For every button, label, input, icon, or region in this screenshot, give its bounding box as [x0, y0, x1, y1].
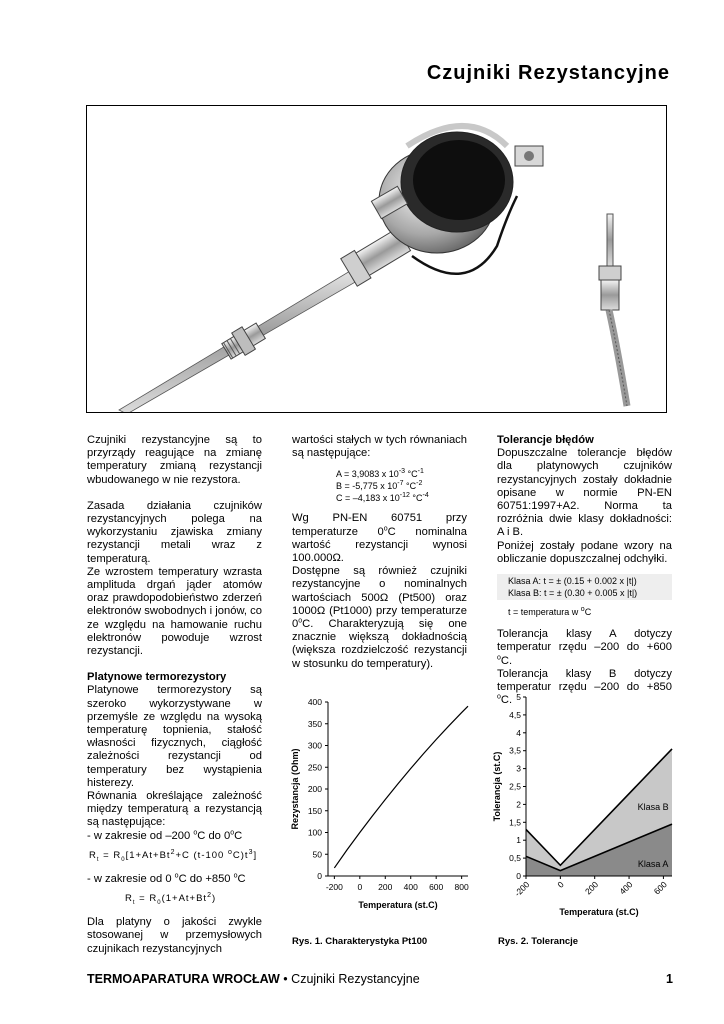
formula-1: $R_t = R_0[1+At+Bt^2+C$ (t-100 $^oC)t^3$] — [89, 848, 258, 863]
y-axis-title: Tolerancja (st.C) — [492, 751, 502, 822]
y-tick-label: 2,5 — [509, 781, 521, 792]
y-tick-label: 0,5 — [509, 853, 521, 864]
equations-intro: Równania określające zależność między temperaturą a rezystancją są następujące: — [87, 790, 262, 829]
footer-bullet: • — [283, 972, 288, 986]
t-note: t = temperatura w $^o$C — [508, 606, 592, 618]
page-title: Czujniki Rezystancyjne — [426, 62, 670, 84]
resistance-series-line — [334, 706, 468, 868]
y-tick-label: 3,5 — [509, 745, 521, 756]
figure-1-caption: Rys. 1. Charakterystyka Pt100 — [292, 936, 428, 947]
class-formulas-box — [497, 574, 672, 600]
x-tick-label: 400 — [403, 882, 418, 892]
y-tick-label: 150 — [307, 805, 322, 816]
range-2: - w zakresie od 0 $^o$C do +850 $^o$C — [87, 872, 246, 885]
x-tick-label: -200 — [512, 879, 532, 899]
y-tick-label: 3 — [516, 763, 521, 774]
x-axis-title: Temperatura (st.C) — [559, 907, 639, 917]
y-tick-label: 5 — [516, 692, 521, 702]
y-tick-label: 100 — [307, 827, 322, 838]
y-tick-label: 1 — [516, 835, 521, 846]
y-tick-label: 0 — [516, 871, 521, 881]
class-b-range: Tolerancja klasy B dotyczy temperatur rzędu –200 do +850 $^o$C. — [497, 667, 672, 707]
footer-section: Czujniki Rezystancyjne — [291, 972, 420, 986]
y-tick-label: 1,5 — [509, 817, 521, 828]
x-tick-label: 800 — [454, 882, 469, 892]
tolerance-paragraph: Dopuszczalne tolerancje błędów dla platynowych czujników rezystancyjnych zostały dokładnie opisane w normie PN-EN 60751:1997+A2. Norma ta rozróżnia dwie klasy dokładności: A i B. — [497, 447, 672, 539]
figure-2-caption: Rys. 2. Tolerancje — [498, 936, 579, 947]
y-tick-label: 4 — [516, 727, 521, 738]
constant-a: A = 3,9083 x $10^{-3}$ $^\circ C^{-1}$ — [336, 468, 424, 480]
column-2 — [292, 434, 467, 671]
x-tick-label: 0 — [555, 879, 566, 890]
tolerance-heading: Tolerancje błędów — [497, 434, 594, 446]
y-tick-label: 200 — [307, 784, 322, 794]
product-photo — [86, 105, 667, 413]
y-tick-label: 2 — [516, 799, 521, 810]
series-label-klasa-a: Klasa A — [637, 859, 669, 870]
y-tick-label: 350 — [307, 718, 322, 729]
nominal-paragraph: Wg PN-EN 60751 przy temperaturze 0$^o$C nominalna wartość rezystancji wynosi 100.000Ω. — [292, 512, 467, 565]
constant-c: C = –4,183 x $10^{-12}$ $^\circ C^{-4}$ — [336, 492, 429, 504]
constant-b: B = -5,775 x $10^{-7}$ $^\circ C^{-2}$ — [336, 480, 423, 492]
platinum-heading: Platynowe termorezystory — [87, 671, 227, 684]
platinum-constants-intro: Dla platyny o jakości zwykle stosowanej w przemysłowych czujnikach rezystancyjnych — [87, 916, 262, 955]
x-tick-label: -200 — [325, 882, 343, 892]
class-a-range: Tolerancja klasy A dotyczy temperatur rzędu –200 do +600 $^o$C. — [497, 628, 672, 667]
x-tick-label: 200 — [378, 882, 393, 892]
x-tick-label: 400 — [617, 879, 635, 897]
x-tick-label: 600 — [429, 882, 444, 892]
y-tick-label: 300 — [307, 740, 322, 751]
x-tick-label: 600 — [651, 879, 669, 897]
pt500-paragraph: Dostępne są również czujniki rezystancyjne o nominalnych wartościach 500Ω (Pt500) oraz 1000Ω (Pt1000) przy temperaturze 0$^o$C. Charakteryzują się one znacznie większą dokładnością (większa rozdzielczość rezystancji w stosunku do temperatury). — [292, 565, 467, 670]
x-axis-title: Temperatura (st.C) — [358, 900, 438, 910]
page-number: 1 — [666, 972, 673, 986]
constants-intro: wartości stałych w tych równaniach są następujące: — [292, 434, 467, 460]
formula-intro: Poniżej zostały podane wzory na obliczanie dopuszczalnej odchyłki. — [497, 539, 672, 565]
physics-paragraph: Ze wzrostem temperatury wzrasta amplituda drgań jąder atomów oraz prawdopodobieństwo zderzeń elektronów swobodnych i jonów, co ze względu na hamowanie ruchu elektronów powoduje wzrost rezystancji. — [87, 565, 262, 658]
formula-2: $R_t = R_0(1+At+Bt^2)$ — [125, 892, 217, 907]
principle-paragraph: Zasada działania czujników rezystancyjnych polega na wykorzystaniu zjawiska zmiany rezystancji metali wraz z temperaturą. — [87, 499, 262, 565]
page-footer — [87, 972, 673, 986]
y-tick-label: 0 — [317, 871, 322, 881]
y-tick-label: 50 — [312, 849, 322, 860]
y-tick-label: 4,5 — [509, 709, 521, 720]
footer-company: TERMOAPARATURA WROCŁAW — [87, 972, 280, 986]
y-axis-title: Rezystancja (Ohm) — [290, 748, 300, 830]
intro-paragraph: Czujniki rezystancyjne są to przyrządy reagujące na zmianę temperatury zmianą rezystancji wbudowanego w nie rezystora. — [87, 434, 262, 486]
column-3 — [497, 434, 672, 707]
column-1 — [87, 434, 262, 956]
constants-list — [336, 468, 467, 504]
platinum-paragraph: Platynowe termorezystory są szeroko wykorzystywane w przemyśle ze względu na wysoką temperaturę topnienia, stałość własności fizycznych, ciągłość zależności rezystancji od temperatury bez wystąpienia histerezy. — [87, 684, 262, 789]
series-label-klasa-b: Klasa B — [637, 801, 669, 812]
tolerance-chart — [490, 688, 680, 920]
range-1: - w zakresie od –200 $^o$C do 0$^o$C — [87, 828, 243, 842]
y-tick-label: 250 — [307, 762, 322, 773]
y-tick-label: 400 — [307, 697, 322, 707]
class-b-formula: Klasa B: t = ± (0.30 + 0.005 x |t|) — [508, 588, 638, 599]
rtd-sensor-illustration — [87, 106, 667, 413]
x-tick-label: 200 — [583, 879, 601, 897]
pt100-chart — [286, 692, 476, 918]
x-tick-label: 0 — [357, 882, 363, 892]
class-a-formula: Klasa A: t = ± (0.15 + 0.002 x |t|) — [508, 576, 637, 587]
